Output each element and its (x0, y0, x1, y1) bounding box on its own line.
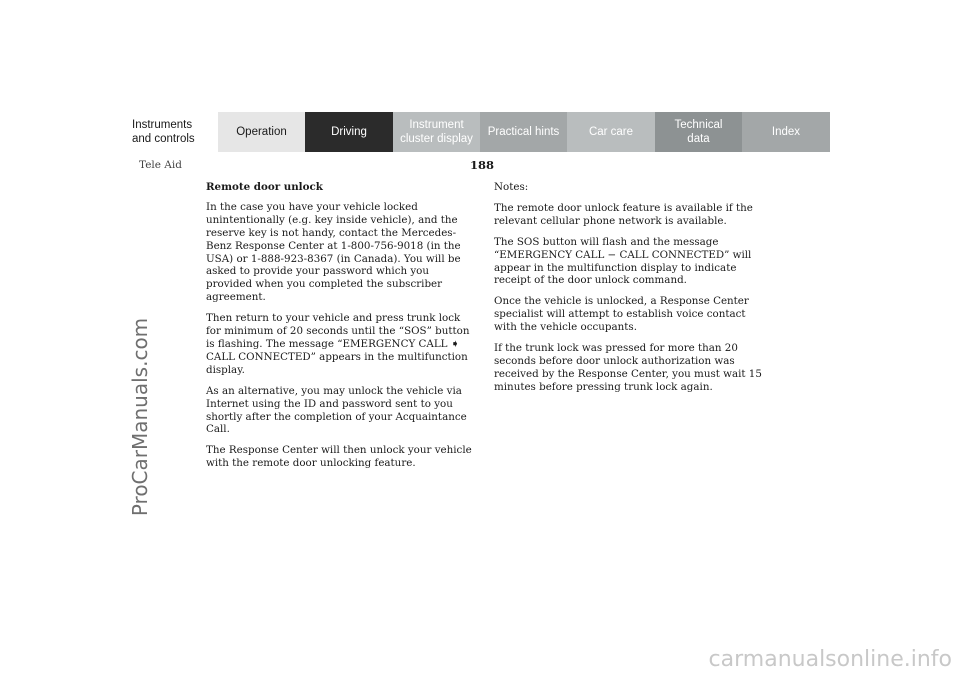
paragraph: As an alternative, you may unlock the vehicle via Internet using the ID and password sent to you shortly after the completion of your Acquaintance Call. (206, 384, 467, 436)
tab-label: Instrument cluster display (400, 119, 473, 145)
tab-label: Index (771, 126, 801, 138)
tab-label: Car care (588, 126, 634, 138)
tab-practical-hints[interactable] (480, 112, 567, 152)
paragraph: The remote door unlock feature is available if the relevant cellular phone network is available. (494, 201, 753, 227)
paragraph: The SOS button will flash and the message “EMERGENCY CALL − CALL CONNECTED” will appear in the multifunction display to indicate receipt of the door unlock command. (494, 235, 752, 287)
paragraph: The Response Center will then unlock your vehicle with the remote door unlocking feature. (206, 444, 472, 470)
tab-driving[interactable] (305, 112, 393, 152)
bottom-watermark: carmanualsonline.info (708, 647, 952, 672)
tab-car-care[interactable] (567, 112, 655, 152)
page-number: 188 (470, 158, 495, 172)
tab-label: Operation (236, 126, 287, 138)
tab-label: Technical data (674, 119, 723, 145)
tab-label: Driving (331, 126, 367, 138)
tab-technical-data[interactable] (655, 112, 742, 152)
tab-label: Practical hints (487, 126, 560, 138)
section-title: Tele Aid (139, 159, 182, 171)
paragraph: If the trunk lock was pressed for more than 20 seconds before door unlock authorization was received by the Response Center, you must wait 15 minutes before pressing trunk lock again. (494, 342, 762, 393)
tab-instrument-cluster-display[interactable] (393, 112, 480, 152)
section-heading: Remote door unlock (206, 181, 323, 193)
left-column (206, 181, 476, 478)
tab-label: Instruments and controls (132, 119, 195, 145)
paragraph: In the case you have your vehicle locked unintentionally (e.g. key inside vehicle), and the reserve key is not handy, contact the Mercedes-Benz Response Center at 1-800-756-9018 (in the USA) or 1-888-923-8367 (in Canada). You will be asked to provide your password which you provided when you completed the subscriber agreement. (206, 200, 461, 304)
right-column (494, 181, 764, 402)
paragraph: Then return to your vehicle and press trunk lock for minimum of 20 seconds until the “SOS” button is flashing. The message “EMERGENCY CALL ➧ CALL CONNECTED” appears in the multifunction display. (206, 312, 470, 376)
tab-operation[interactable] (218, 112, 305, 152)
section-tabs (130, 112, 830, 152)
tab-instruments-and-controls[interactable] (130, 112, 218, 152)
paragraph: Once the vehicle is unlocked, a Response Center specialist will attempt to establish voice contact with the vehicle occupants. (494, 295, 749, 334)
side-watermark: ProCarManuals.com (128, 317, 152, 517)
tab-index[interactable] (742, 112, 830, 152)
notes-heading: Notes: (494, 181, 529, 193)
